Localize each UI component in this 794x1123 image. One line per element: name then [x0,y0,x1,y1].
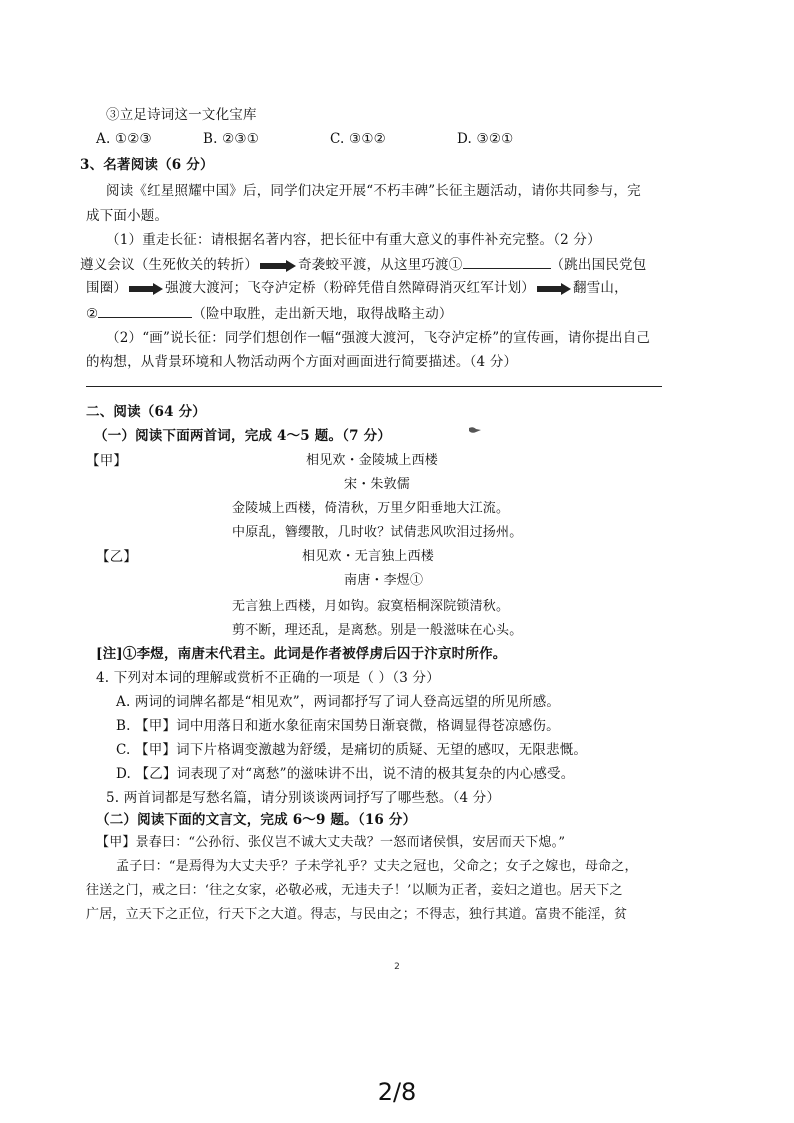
poem1-author: 宋・朱敦儒 [344,477,411,492]
timeline-line-1 [80,255,646,274]
poem1-line-1: 金陵城上西楼，倚清秋，万里夕阳垂地大江流。 [232,501,510,516]
event-snow-mountain: 翻雪山， [573,280,628,296]
paragraph-line: 阅读《红星照耀中国》后，同学们决定开展“不朽丰碑”长征主题活动，请你共同参与，完 [106,183,641,199]
page-number-small: 2 [394,962,400,972]
event-crossing: 奇袭蛟平渡，从这里巧渡① [298,257,463,273]
question-4-option-d: D. 【乙】词表现了对“离愁”的滋味讲不出，说不清的极其复杂的内心感受。 [116,766,575,782]
classical-text-line-3: 往送之门，戒之曰：‘往之女家，必敬必戒，无违夫子！’以顺为正者，妾妇之道也。居天下之 [86,883,623,898]
option-line-3: ③立足诗词这一文化宝库 [106,107,257,123]
choice-c: C. ③①② [330,131,386,147]
poem2-author: 南唐・李煜① [344,573,424,588]
classical-text-line-1: 【甲】景春曰：“公孙衍、张仪岂不诚大丈夫哉？一怒而诸侯惧，安居而天下熄。” [96,835,566,850]
question-1-prompt: （1）重走长征：请根据名著内容，把长征中有重大意义的事件补充完整。（2 分） [106,232,601,248]
arrow-right-icon [260,260,296,272]
event-dadu: 强渡大渡河；飞夺泸定桥（粉碎凭借自然障碍消灭红军计划） [165,280,536,296]
classical-text-line-4: 广居，立天下之正位，行天下之大道。得志，与民由之；不得志，独行其道。富贵不能淫，贫 [86,907,628,922]
poem2-line-2: 剪不断，理还乱，是离愁。别是一般滋味在心头。 [232,623,523,638]
choice-d: D. ③②① [457,131,514,147]
event-result: （险中取胜，走出新天地，取得战略主动） [192,306,453,322]
poem-note: [注]①李煜，南唐末代君主。此词是作者被俘虏后囚于汴京时所作。 [96,646,507,662]
label-jia: 【甲】 [86,453,128,469]
subsection-heading-poems: （一）阅读下面两首词，完成 4～5 题。（7 分） [94,428,392,444]
question-4-option-a: A. 两词的词牌名都是“相见欢”，两词都抒写了词人登高远望的所见所感。 [116,694,561,710]
poem1-line-2: 中原乱，簪缨散，几时收？试倩悲风吹泪过扬州。 [232,525,523,540]
answer-blank-1[interactable] [463,255,551,269]
poem1-title: 相见欢・金陵城上西楼 [306,453,439,468]
subsection-heading-classical: （二）阅读下面的文言文，完成 6～9 题。（16 分） [96,812,417,828]
blank-number-2: ② [86,306,99,322]
question-2-prompt-cont: 的构想，从背景环境和人物活动两个方面对画面进行简要描述。（4 分） [86,354,518,370]
question-4: 4. 下列对本词的理解或赏析不正确的一项是（ ）（3 分） [96,670,440,686]
page-indicator: 2/8 [377,1078,417,1106]
label-yi: 【乙】 [96,549,138,565]
arrow-right-icon [129,283,163,295]
poem2-title: 相见欢・无言独上西楼 [302,549,435,564]
answer-line[interactable] [86,386,662,387]
answer-blank-2[interactable] [98,304,192,318]
poem2-line-1: 无言独上西楼，月如钩。寂寞梧桐深院锁清秋。 [232,599,510,614]
paragraph-line: 成下面小题。 [86,208,169,224]
scan-mark [468,426,482,434]
question-4-option-b: B. 【甲】词中用落日和逝水象征南宋国势日渐衰微，格调显得苍凉感伤。 [116,718,560,734]
timeline-line-3 [86,304,453,323]
question-5: 5. 两首词都是写愁名篇，请分别谈谈两词抒写了哪些愁。（4 分） [106,790,501,806]
choice-a: A. ①②③ [96,131,152,147]
timeline-line-2 [86,279,628,297]
question-4-option-c: C. 【甲】词下片格调变激越为舒缓，是痛切的质疑、无望的感叹，无限悲慨。 [116,742,588,758]
event-note-cont: 围圈） [86,280,128,296]
classical-text-line-2: 孟子曰：“是焉得为大丈夫乎？子未学礼乎？丈夫之冠也，父命之；女子之嫁也，母命之， [116,859,638,874]
choice-b: B. ②③① [203,131,260,147]
question-2-prompt: （2）“画”说长征：同学们想创作一幅“强渡大渡河，飞夺泸定桥”的宣传画，请你提出自己 [106,330,651,346]
event-note: （跳出国民党包 [550,257,647,273]
section-heading-classics: 3、名著阅读（6 分） [80,157,214,173]
section-heading-reading: 二、阅读（64 分） [86,404,206,420]
arrow-right-icon [537,283,571,295]
event-zunyi: 遵义会议（生死攸关的转折） [80,257,259,273]
